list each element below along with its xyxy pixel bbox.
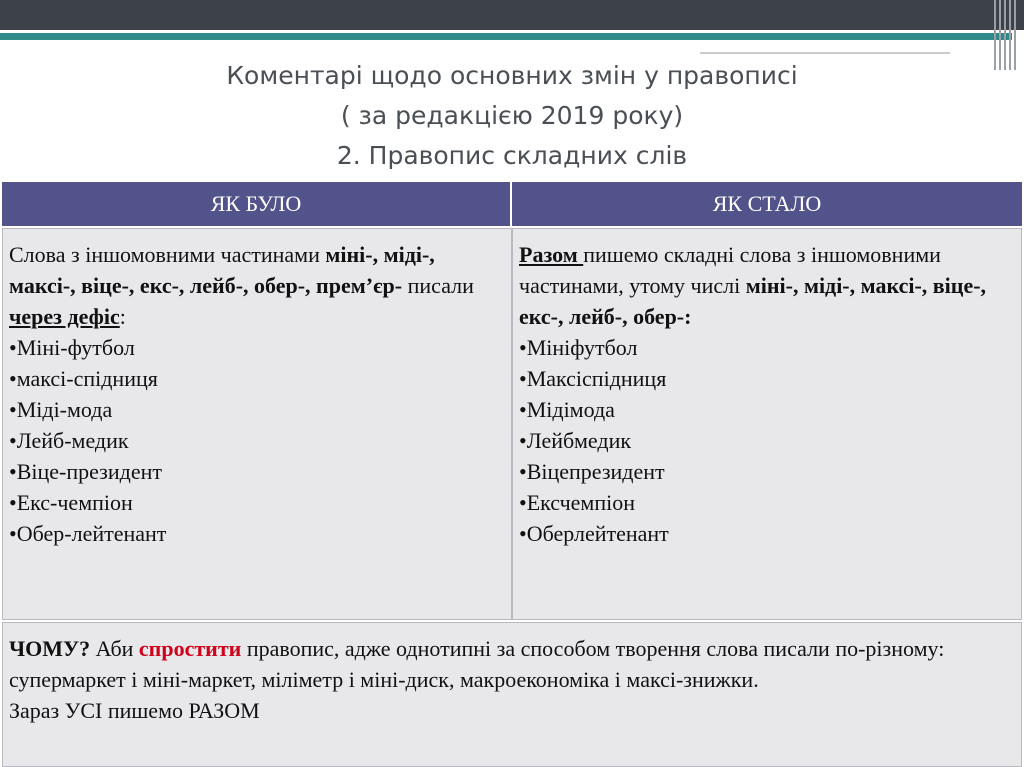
after-item: •Максіспідниця — [519, 366, 667, 391]
accent-line — [0, 33, 1012, 40]
before-hyphen-rule: через дефіс — [9, 304, 120, 329]
before-prefixes: міні-, міді-, максі-, віце-, екс-, лейб-, обер-, прем’єр- — [9, 242, 435, 298]
before-item: •Міні-футбол — [9, 335, 135, 360]
after-item: •Ексчемпіон — [519, 490, 636, 515]
why-explanation — [2, 622, 1022, 767]
after-text-1: пишемо складні слова з іншомовними частинами, утому числі — [519, 242, 941, 298]
after-item: •Мініфутбол — [519, 335, 638, 360]
after-item: •Лейбмедик — [519, 428, 632, 453]
before-item: •Віце-президент — [9, 459, 162, 484]
why-label: ЧОМУ? — [9, 636, 91, 661]
why-conclusion: Зараз УСІ пишемо РАЗОМ — [9, 698, 260, 723]
header-before: ЯК БУЛО — [2, 182, 512, 226]
title-line-2: ( за редакцією 2019 року) — [340, 101, 684, 130]
cell-after — [512, 228, 1022, 620]
after-prefixes: міні-, міді-, максі-, віце-, екс-, лейб-, обер-: — [519, 273, 987, 329]
header-after: ЯК СТАЛО — [512, 182, 1022, 226]
before-item: •Міді-мода — [9, 397, 113, 422]
before-item: •Екс-чемпіон — [9, 490, 133, 515]
after-description — [519, 239, 1015, 332]
after-item: •Мідімода — [519, 397, 615, 422]
before-text-1: Слова з іншомовними частинами — [9, 242, 326, 267]
after-item: •Оберлейтенант — [519, 521, 669, 546]
slide-title — [0, 56, 1024, 176]
why-paragraph — [9, 633, 1015, 695]
decorative-thin-line — [700, 52, 950, 54]
before-item: •максі-спідниця — [9, 366, 158, 391]
why-highlight: спростити — [138, 636, 242, 661]
after-together-rule: Разом — [519, 242, 584, 267]
before-item: •Лейб-медик — [9, 428, 129, 453]
title-line-3: 2. Правопис складних слів — [336, 141, 688, 170]
top-bar — [0, 0, 1024, 30]
why-text-1: Аби — [90, 636, 139, 661]
cell-before — [2, 228, 512, 620]
why-text-2: правопис, адже однотипні за способом творення слова писали по-різному: супермаркет і міні-маркет, міліметр і міні-диск, макроекономіка і максі-знижки. — [9, 636, 945, 692]
after-item: •Віцепрезидент — [519, 459, 665, 484]
title-line-1: Коментарі щодо основних змін у правописі — [226, 61, 798, 90]
before-item: •Обер-лейтенант — [9, 521, 167, 546]
before-description — [9, 239, 505, 332]
before-text-3: : — [119, 304, 126, 329]
before-text-2: писали — [402, 273, 474, 298]
